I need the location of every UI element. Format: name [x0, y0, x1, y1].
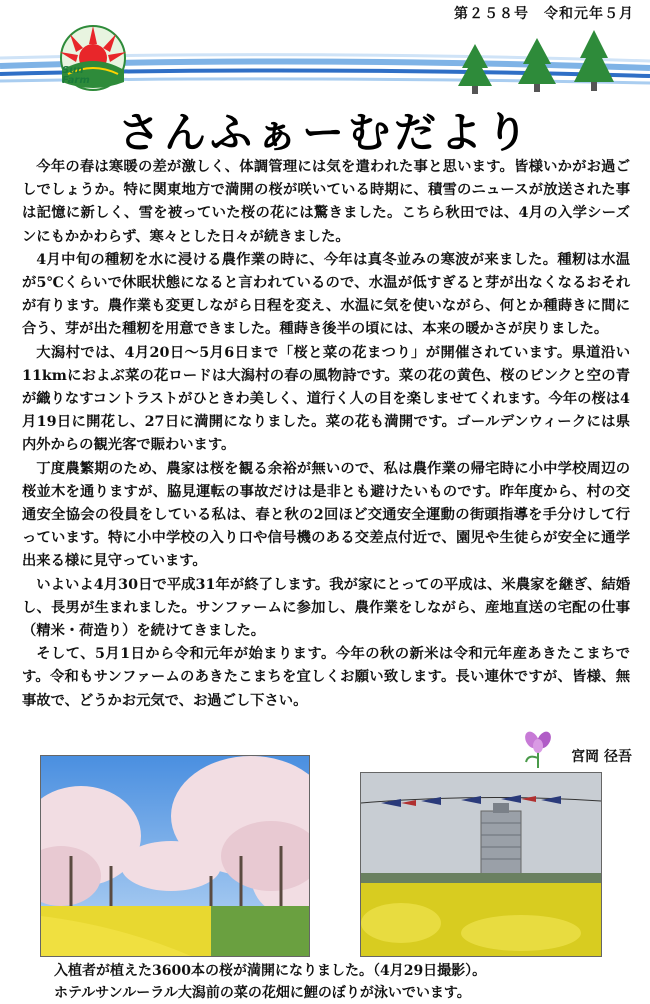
caption-line: 入植者が植えた3600本の桜が満開になりました。（4月29日撮影）。 [54, 963, 487, 979]
logo-text-line: Sun [62, 65, 84, 76]
tree-icon [458, 44, 492, 94]
photo-caption [54, 960, 644, 1004]
logo-text [62, 66, 102, 86]
paragraph: 丁度農繁期のため、農家は桜を観る余裕が無いので、私は農作業の帰宅時に小中学校周辺の桜並木を通りますが、脇見運転の事故だけは是非とも避けたいものです。昨年度から、村の交通安全協会の役員をしている私は、春と秋の2回ほど交通安全運動の街頭指導を手分けして行っています。特に小中学校の入り口や信号機のある交差点付近で、園児や生徒らが安全に通学出来る様に見守っています。 [22, 460, 630, 570]
paragraph: 今年の春は寒暖の差が激しく、体調管理には気を遣われた事と思います。皆様いかがお過ごしでしょうか。特に関東地方で満開の桜が咲いている時期に、積雪のニュースが放送された事は記憶に新しく、雪を被っていた桜の花には驚きました。こちら秋田では、4月の入学シーズンにもかかわらず、寒々とした日々が続きました。 [22, 159, 630, 245]
newsletter-title: さんふぁーむだより [117, 108, 532, 157]
paragraph: 大潟村では、4月20日～5月6日まで「桜と菜の花まつり」が開催されています。県道沿い11kmにおよぶ菜の花ロードは大潟村の春の風物詩です。菜の花の黄色、桜のピンクと空の青が織りなすコントラストがひときわ美しく、道行く人の目を楽しませてくれます。今年の桜は4月19日に開花し、27日に満開になりました。菜の花も満開です。ゴールデンウィークには県内外からの観光客で賑わいます。 [22, 344, 630, 454]
issue-number: 第２５８号 令和元年５月 [454, 6, 634, 22]
article-body [22, 156, 630, 713]
author-signature: 宮岡 径吾 [571, 749, 632, 765]
paragraph: 4月中旬の種籾を水に浸ける農作業の時に、今年は真冬並みの寒波が来ました。種籾は水温が5℃くらいで休眠状態になると言われているので、水温が低すぎると芽が出なくなるおそれが有ります。農作業も変更しながら日程を変え、水温に気を使いながら、何とか種蒔きに間に合う、芽が出た種籾を用意できました。種蒔き後半の頃には、本来の暖かさが戻りました。 [22, 251, 630, 338]
caption-line: ホテルサンルーラル大潟前の菜の花畑に鯉のぼりが泳いでいます。 [54, 985, 471, 1001]
cherry-blossom-photo [40, 755, 310, 957]
paragraph: そして、5月1日から令和元年が始まります。今年の秋の新米は令和元年産あきたこまちです。令和もサンファームのあきたこまちを宜しくお願い致します。長い連休ですが、皆様、無事故で、どうかお元気で、お過ごし下さい。 [22, 646, 630, 709]
paragraph: いよいよ4月30日で平成31年が終了します。我が家にとっての平成は、米農家を継ぎ、結婚し、長男が生まれました。サンファームに参加し、農作業をしながら、産地直送の宅配の仕事（精米・荷造り）を続けてきました。 [22, 576, 630, 640]
flower-icon [518, 728, 558, 768]
logo-text-line: Farm [62, 75, 90, 86]
hotel-rapeseed-photo [360, 772, 602, 957]
